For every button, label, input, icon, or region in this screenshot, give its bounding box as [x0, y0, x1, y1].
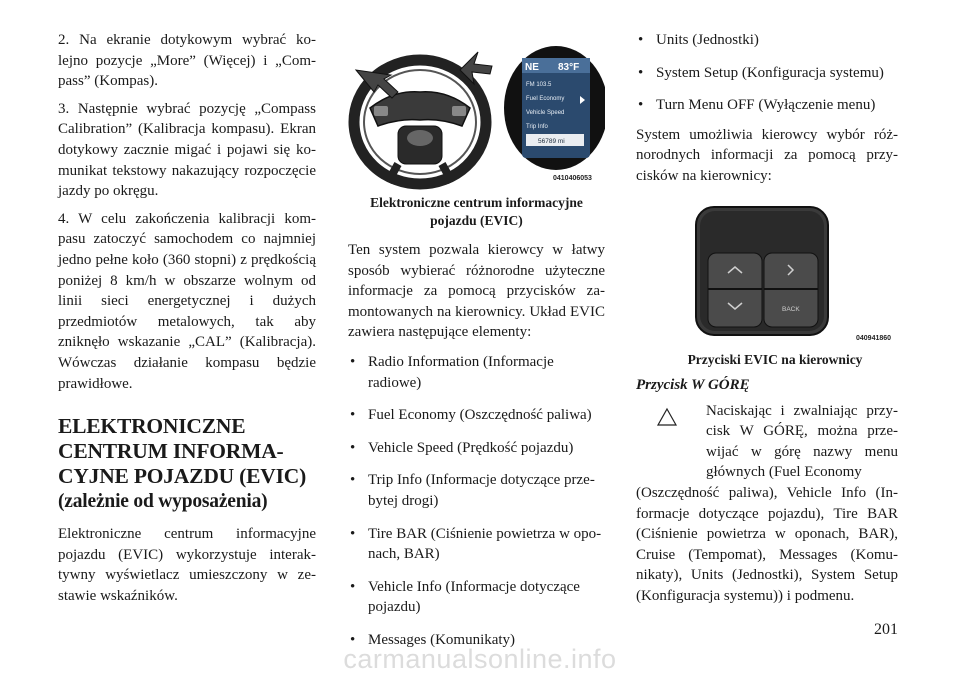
- column-3: [636, 30, 898, 607]
- up-button-text-rest: (Oszczędność paliwa), Vehicle Info (In- formacje dotyczące pojazdu), Tire BAR (Ciśnienie powietrza w oponach, BAR), Cruise (Tempomat), Messages (Komu- nikaty), Units (Jednostki), System Setup (Konfiguracja systemu)) i podmenu.: [636, 484, 898, 604]
- steering-buttons-illustration: [636, 197, 898, 347]
- column-1: [58, 30, 316, 606]
- step-4-text: 4. W celu zakończenia kalibracji kom- pasu zatoczyć samochodem co najmniej jedno pełne koło (360 stopni) z prędkością poniżej 8 km/h w obszarze wolnym od linii sieci energetycznej i dużych przedmiotów metalowych, tak aby zniknęło wskazanie „CAL” (Kalibracja). Wówczas działanie kompasu będzie prawidłowe.: [58, 210, 316, 392]
- evic-feature-list: [348, 352, 605, 651]
- page-number: 201: [874, 621, 898, 638]
- watermark: carmanualsonline.info: [343, 644, 617, 674]
- display-item: Vehicle Speed: [526, 110, 565, 116]
- buttons-intro-text: System umożliwia kierowcy wybór róż- norodnych informacji za pomocą przy- cisków na kierownicy:: [636, 126, 898, 184]
- up-triangle-icon: [656, 407, 678, 427]
- display-temperature: 83°F: [558, 62, 580, 73]
- list-item: • Messages (Komunikaty): [350, 631, 516, 648]
- system-intro-text: Ten system pozwala kierowcy w łatwy sposób wybierać różnorodne użyteczne informacje za pomocą przycisków za- montowanych na kierownicy. Układ EVIC zawiera następujące elementy:: [348, 242, 605, 341]
- list-item: • Turn Menu OFF (Wyłączenie menu): [638, 97, 876, 114]
- evic-figure: [348, 30, 605, 190]
- list-item: • Trip Info (Informacje dotyczące prze- bytej drogi): [350, 472, 595, 509]
- up-button-text-indented: Naciskając i zwalniając przy- cisk W GÓRĘ, można prze- wijać w górę nazwy menu głównych (Fuel Economy: [706, 402, 898, 481]
- section-heading-sub: (zależnie od wyposażenia): [58, 491, 268, 513]
- display-item: FM 103.5: [526, 82, 552, 88]
- up-button-description: [636, 401, 898, 607]
- list-item: • Units (Jednostki): [638, 32, 759, 48]
- figure-2-caption: Przyciski EVIC na kierownicy: [687, 351, 863, 367]
- display-item: Trip Info: [526, 124, 548, 130]
- column-2: [348, 30, 605, 663]
- section-heading: [58, 414, 316, 514]
- step-2-text: 2. Na ekranie dotykowym wybrać ko- lejno pozycje „More” (Więcej) i „Com- pass” (Kompas).: [58, 32, 316, 90]
- section-intro-text: Elektroniczne centrum informacyjne pojazdu (EVIC) wykorzystuje interak- tywny wyświetlacz umieszczony w ze- stawie wskaźników.: [58, 526, 316, 604]
- figure-1-code: 0410406053: [553, 175, 592, 182]
- figure-2-code: 040941860: [856, 334, 892, 342]
- display-compass: NE: [525, 62, 539, 73]
- up-button-subheading: Przycisk W GÓRĘ: [636, 376, 750, 393]
- display-item: Fuel Economy: [526, 96, 565, 102]
- figure-1-caption: Elektroniczne centrum informacyjne pojazdu (EVIC): [370, 195, 583, 228]
- list-item: • Radio Information (Informacje radiowe): [350, 353, 554, 391]
- back-button-label: BACK: [782, 305, 800, 313]
- evic-feature-list-continued: [636, 30, 898, 116]
- list-item: • Fuel Economy (Oszczędność paliwa): [350, 407, 592, 424]
- list-item: • Tire BAR (Ciśnienie powietrza w opo- nach, BAR): [350, 525, 602, 563]
- evic-display-screen: [504, 46, 605, 170]
- step-3-text: 3. Następnie wybrać pozycję „Compass Calibration” (Kalibracja kompasu). Ekran dotykowy zacznie migać i pojawi się ko- munikat tekstowy nakazujący rozpoczęcie jazdy po okręgu.: [58, 100, 316, 200]
- list-item: • Vehicle Info (Informacje dotyczące pojazdu): [350, 578, 580, 616]
- list-item: • System Setup (Konfiguracja systemu): [638, 64, 884, 81]
- steering-wheel-illustration: [348, 30, 605, 190]
- display-odometer: 56789 mi: [538, 138, 565, 145]
- list-item: • Vehicle Speed (Prędkość pojazdu): [350, 439, 574, 456]
- section-heading-main: ELEKTRONICZNE CENTRUM INFORMA- CYJNE POJAZDU (EVIC): [58, 414, 307, 489]
- buttons-figure: [636, 197, 898, 347]
